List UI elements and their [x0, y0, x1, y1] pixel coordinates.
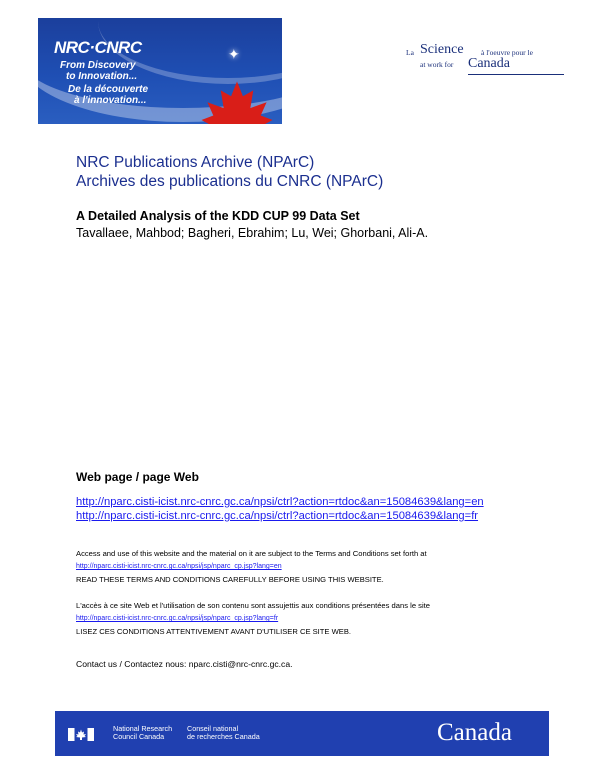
nrc-cnrc-logo: NRC·CNRC [54, 38, 142, 57]
footer-nrc-fr: Conseil national de recherches Canada [187, 724, 260, 741]
nrc-banner [38, 18, 282, 124]
canada-wordmark: Canada [437, 719, 512, 746]
terms-notice-en: Access and use of this website and the material on it are subject to the Terms and Conditions set forth at [76, 549, 427, 558]
canada-flag-icon [68, 728, 94, 741]
science-at-work-wordmark: La Science à l'oeuvre pour le at work for Canada [406, 40, 566, 76]
terms-notice-fr: L'accès à ce site Web et l'utilisation de son contenu sont assujettis aux conditions présentées dans le site [76, 601, 430, 610]
government-footer-bar [55, 711, 549, 756]
tagline-fr: De la découverte à l'innovation... [68, 84, 149, 106]
paper-title: A Detailed Analysis of the KDD CUP 99 Data Set [76, 209, 360, 223]
web-link-en[interactable]: http://nparc.cisti-icist.nrc-cnrc.gc.ca/npsi/ctrl?action=rtdoc&an=15084639&lang=en [76, 496, 484, 508]
terms-warning-en: READ THESE TERMS AND CONDITIONS CAREFULLY BEFORE USING THIS WEBSITE. [76, 575, 384, 584]
star-icon: ✦ [228, 46, 240, 62]
maple-leaf-icon [200, 80, 274, 124]
web-page-heading: Web page / page Web [76, 470, 199, 484]
footer-nrc-en: National Research Council Canada [113, 724, 173, 741]
tagline-en: From Discovery to Innovation... [60, 60, 138, 82]
paper-authors: Tavallaee, Mahbod; Bagheri, Ebrahim; Lu, Wei; Ghorbani, Ali-A. [76, 226, 429, 240]
archive-title-fr: Archives des publications du CNRC (NPArC) [76, 173, 384, 190]
terms-link-fr[interactable]: http://nparc.cisti-icist.nrc-cnrc.gc.ca/npsi/jsp/nparc_cp.jsp?lang=fr [76, 615, 279, 622]
web-link-fr[interactable]: http://nparc.cisti-icist.nrc-cnrc.gc.ca/npsi/ctrl?action=rtdoc&an=15084639&lang=fr [76, 510, 479, 522]
terms-link-en[interactable]: http://nparc.cisti-icist.nrc-cnrc.gc.ca/npsi/jsp/nparc_cp.jsp?lang=en [76, 563, 282, 570]
archive-title-en: NRC Publications Archive (NPArC) [76, 154, 315, 171]
terms-warning-fr: LISEZ CES CONDITIONS ATTENTIVEMENT AVANT D'UTILISER CE SITE WEB. [76, 627, 352, 636]
contact-line: Contact us / Contactez nous: nparc.cisti@nrc-cnrc.gc.ca. [76, 659, 293, 669]
